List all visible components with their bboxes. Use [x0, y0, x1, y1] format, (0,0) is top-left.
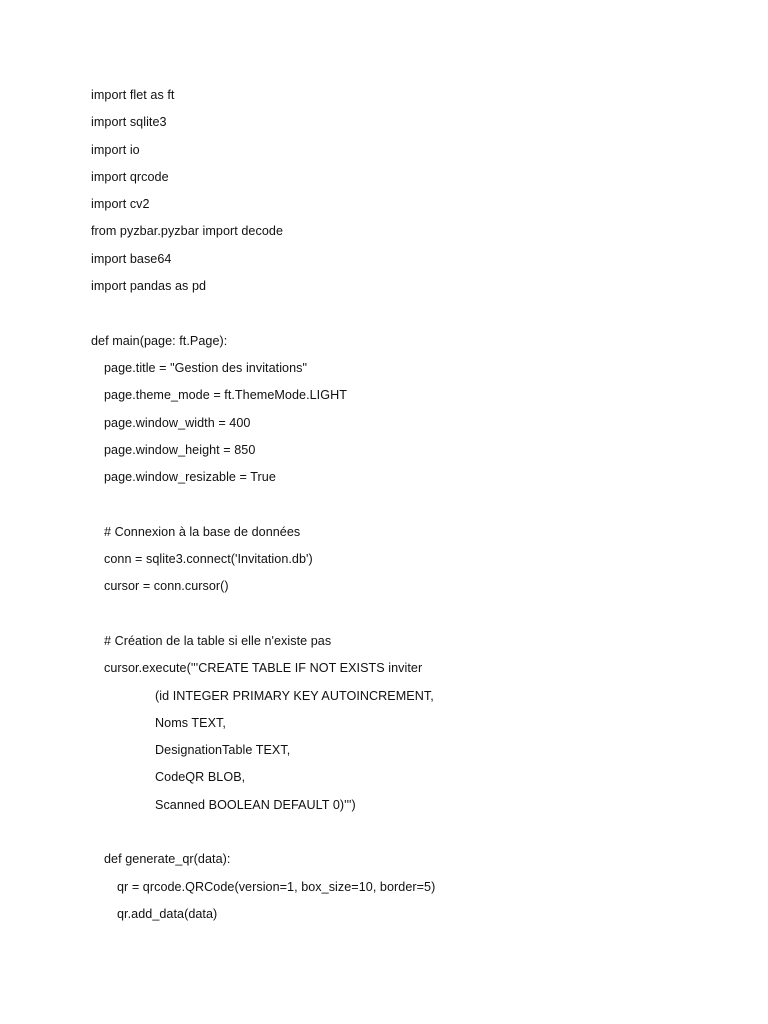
- code-line: def main(page: ft.Page):: [91, 333, 228, 348]
- code-line: page.window_width = 400: [104, 415, 251, 430]
- code-line: def generate_qr(data):: [104, 852, 231, 867]
- code-line: page.window_resizable = True: [104, 470, 276, 485]
- code-line: cursor.execute('''CREATE TABLE IF NOT EXISTS inviter: [104, 661, 423, 676]
- blank-line: [91, 604, 711, 631]
- code-line: page.window_height = 850: [104, 442, 256, 457]
- code-line: (id INTEGER PRIMARY KEY AUTOINCREMENT,: [155, 688, 434, 703]
- code-line: qr = qrcode.QRCode(version=1, box_size=10, border=5): [117, 879, 436, 894]
- code-line: import io: [91, 142, 140, 157]
- code-comment: # Création de la table si elle n'existe pas: [104, 633, 332, 648]
- code-line: import qrcode: [91, 169, 169, 184]
- code-line: Scanned BOOLEAN DEFAULT 0)'''): [155, 797, 356, 812]
- code-line: import cv2: [91, 197, 150, 212]
- code-line: conn = sqlite3.connect('Invitation.db'): [104, 552, 313, 567]
- blank-line: [91, 494, 711, 521]
- code-line: cursor = conn.cursor(): [104, 579, 229, 594]
- code-line: page.title = "Gestion des invitations": [104, 360, 308, 375]
- code-line: DesignationTable TEXT,: [155, 743, 291, 758]
- code-line: import pandas as pd: [91, 279, 207, 294]
- code-line: CodeQR BLOB,: [155, 770, 246, 785]
- code-line: import flet as ft: [91, 88, 175, 102]
- blank-line: [91, 822, 711, 849]
- code-line: page.theme_mode = ft.ThemeMode.LIGHT: [104, 388, 347, 403]
- code-line: qr.add_data(data): [117, 906, 218, 921]
- code-line: from pyzbar.pyzbar import decode: [91, 224, 283, 239]
- code-comment: # Connexion à la base de données: [104, 524, 301, 539]
- code-line: import base64: [91, 251, 172, 266]
- code-line: import sqlite3: [91, 115, 167, 130]
- blank-line: [91, 303, 711, 330]
- code-line: Noms TEXT,: [155, 715, 226, 730]
- code-listing: [91, 85, 711, 931]
